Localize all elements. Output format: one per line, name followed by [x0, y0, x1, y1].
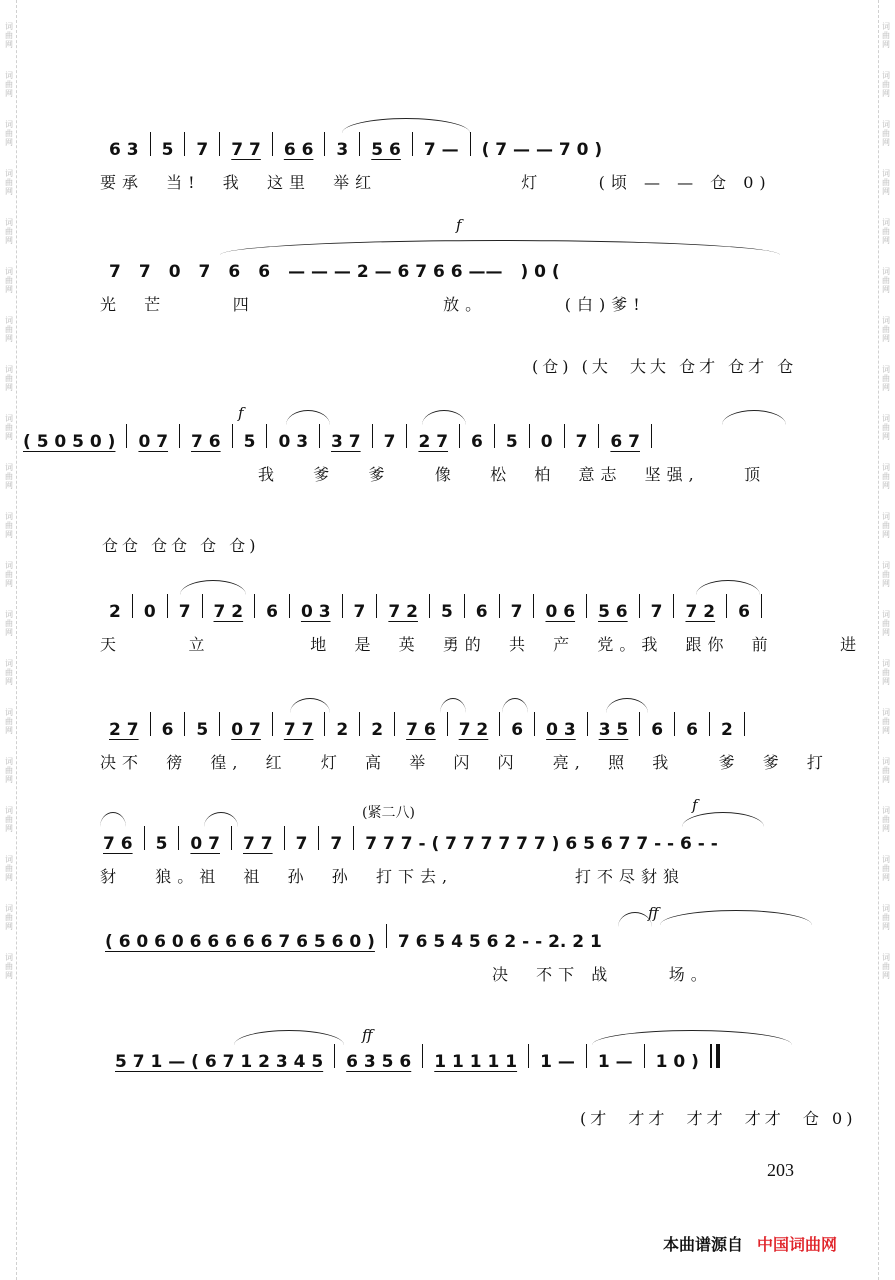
bar-line: [144, 826, 145, 850]
bar-line: [150, 132, 151, 156]
watermark-text: 词曲网: [4, 708, 14, 735]
watermark-text: 词曲网: [881, 267, 891, 294]
note-group: 6: [651, 720, 664, 740]
notation-line: [100, 128, 812, 160]
note-group: 0 3: [278, 432, 309, 452]
bar-line: [464, 594, 465, 618]
note-group: 0 7: [190, 834, 220, 854]
bar-line: [324, 712, 325, 736]
note-group: ( 7 — — 7 0 ): [481, 140, 603, 160]
note-group: ( 5 0 5 0 ): [23, 432, 116, 452]
watermark-text: 词曲网: [4, 267, 14, 294]
note-group: 1 1 1 1 1: [434, 1052, 518, 1072]
note-group: 0 6: [545, 602, 576, 622]
note-group: 6 7: [610, 432, 640, 452]
watermark-text: 词曲网: [881, 218, 891, 245]
bar-line: [150, 712, 151, 736]
watermark-text: 词曲网: [881, 120, 891, 147]
watermark-text: 词曲网: [4, 463, 14, 490]
bar-line: [447, 712, 448, 736]
score-system-5: [100, 708, 829, 776]
note-group: 7 6: [191, 432, 221, 452]
note-group: 3 5: [598, 720, 629, 740]
note-group: 2: [720, 720, 733, 740]
bar-line: [219, 132, 220, 156]
bar-line: [202, 594, 203, 618]
watermark-text: 词曲网: [4, 365, 14, 392]
note-group: 7: [650, 602, 663, 622]
note-group: 0 3: [300, 602, 331, 622]
bar-line: [284, 826, 285, 850]
note-group: 1 —: [597, 1052, 633, 1072]
score-system-2: [100, 216, 812, 318]
bar-line: [289, 594, 290, 618]
note-group: 7: [198, 262, 211, 282]
watermark-text: 词曲网: [4, 22, 14, 49]
note-group: 6: [161, 720, 174, 740]
watermark-text: 词曲网: [4, 610, 14, 637]
bar-line: [319, 424, 320, 448]
bar-line: [587, 712, 588, 736]
watermark-text: 词曲网: [881, 71, 891, 98]
bar-line: [359, 132, 360, 156]
dynamic-marking: f: [692, 796, 698, 814]
bar-line: [272, 132, 273, 156]
watermark-text: 词曲网: [4, 71, 14, 98]
note-group: 7: [196, 140, 209, 160]
bar-line: [422, 1044, 423, 1068]
bar-line: [167, 594, 168, 618]
bar-line: [266, 424, 267, 448]
note-group: 0 7: [138, 432, 169, 452]
percussion-line: (才 才才 才才 才才 仓 0): [580, 1109, 857, 1128]
bar-line: [372, 424, 373, 448]
watermark-text: 词曲网: [4, 120, 14, 147]
watermark-text: 词曲网: [4, 561, 14, 588]
note-group: 5: [196, 720, 209, 740]
bar-line: [564, 424, 565, 448]
bar-line: [651, 424, 652, 448]
dynamic-marking: f: [456, 216, 462, 234]
bar-line: [231, 826, 232, 850]
score-system-7: [100, 904, 812, 988]
note-group: ) 0 (: [520, 262, 560, 282]
watermark-text: 词曲网: [881, 365, 891, 392]
note-group: 7 7 7 - ( 7 7 7 7 7 7 ) 6 5 6 7 7 - - 6 - -: [365, 834, 718, 854]
lyrics-line: 天 立 地 是 英 勇的 共 产 党。我 跟你 前 进: [100, 635, 863, 654]
note-group: ( 6 0 6 0 6 6 6 6 6 7 6 5 6 0 ): [105, 932, 375, 952]
note-group: 6 6: [283, 140, 314, 160]
note-group: 7 6 5 4 5 6 2 - - 2. 2 1: [397, 932, 602, 952]
watermark-text: 词曲网: [881, 316, 891, 343]
note-group: 6 3: [109, 140, 139, 160]
bar-line: [359, 712, 360, 736]
note-group: 7: [138, 262, 151, 282]
note-group: 5 6: [371, 140, 401, 160]
bar-line: [394, 712, 395, 736]
note-group: 0: [143, 602, 156, 622]
note-group: 5: [243, 432, 256, 452]
bar-line: [318, 826, 319, 850]
note-group: 2 7: [418, 432, 449, 452]
bar-line: [132, 594, 133, 618]
bar-line: [673, 594, 674, 618]
note-group: 1 0 ): [655, 1052, 699, 1072]
note-group: 7 7: [231, 140, 261, 160]
bar-line: [376, 594, 377, 618]
note-group: 6: [511, 720, 524, 740]
bar-line: [598, 424, 599, 448]
bar-line: [412, 132, 413, 156]
watermark-text: 词曲网: [4, 953, 14, 980]
score-system-1: [100, 128, 812, 196]
notation-line: [14, 420, 812, 452]
bar-line: [406, 424, 407, 448]
bar-line: [528, 1044, 529, 1068]
source-text: 本曲谱源自: [663, 1235, 744, 1254]
watermark-text: 词曲网: [881, 904, 891, 931]
bar-line: [219, 712, 220, 736]
watermark-text: 词曲网: [881, 610, 891, 637]
note-group: 7 —: [423, 140, 459, 160]
note-group: 6: [471, 432, 483, 452]
note-group: 0 3: [546, 720, 576, 740]
watermark-text: 词曲网: [881, 414, 891, 441]
bar-line: [272, 712, 273, 736]
watermark-text: 词曲网: [881, 708, 891, 735]
watermark-text: 词曲网: [4, 757, 14, 784]
watermark-text: 词曲网: [881, 169, 891, 196]
watermark-text: 词曲网: [4, 316, 14, 343]
watermark-text: 词曲网: [881, 806, 891, 833]
note-group: 0: [168, 262, 181, 282]
score-system-6: [100, 796, 812, 890]
note-group: 5: [505, 432, 518, 452]
note-group: 7: [178, 602, 191, 622]
score-system-4: [100, 590, 863, 658]
note-group: 7 7: [283, 720, 314, 740]
watermark-text: 词曲网: [881, 855, 891, 882]
bar-line: [342, 594, 343, 618]
right-watermark-strip: [878, 0, 893, 1280]
note-group: 2 7: [109, 720, 139, 740]
watermark-text: 词曲网: [881, 953, 891, 980]
lyrics-line: 豺 狼。祖 祖 孙 孙 打下去, 打不尽豺狼: [100, 867, 685, 886]
note-group: 7 7: [243, 834, 273, 854]
note-group: 2: [336, 720, 349, 740]
lyrics-line: 决不 徬 徨, 红 灯 高 举 闪 闪 亮, 照 我 爹 爹 打: [100, 753, 829, 772]
watermark-text: 词曲网: [4, 659, 14, 686]
watermark-text: 词曲网: [881, 757, 891, 784]
tempo-marking: (紧二八): [362, 805, 415, 821]
bar-line: [184, 132, 185, 156]
note-group: 7: [109, 262, 121, 282]
note-group: 6: [266, 602, 278, 622]
bar-line: [334, 1044, 335, 1068]
note-group: 3: [336, 140, 349, 160]
bar-line: [674, 712, 675, 736]
note-group: 7: [510, 602, 523, 622]
lyrics-line: 要承 当! 我 这里 举红 灯 (顷 — — 仓 0): [100, 173, 772, 192]
score-system-3: [23, 404, 812, 488]
bar-line: [586, 594, 587, 618]
watermark-text: 词曲网: [4, 806, 14, 833]
note-group: 6: [228, 262, 241, 282]
watermark-text: 词曲网: [881, 659, 891, 686]
note-group: 7 6: [103, 834, 133, 854]
bar-line: [353, 826, 354, 850]
source-footer: [663, 1232, 837, 1255]
bar-line: [470, 132, 471, 156]
note-group: 6: [475, 602, 488, 622]
note-group: 7 6: [406, 720, 436, 740]
percussion-line: (仓) (大 大大 仓才 仓才 仓: [532, 357, 798, 376]
watermark-text: 词曲网: [881, 22, 891, 49]
bar-line: [254, 594, 255, 618]
note-group: 7 2: [388, 602, 418, 622]
percussion-line: 仓仓 仓仓 仓 仓): [102, 536, 260, 555]
notation-line: [100, 708, 812, 740]
bar-line: [232, 424, 233, 448]
dynamic-marking: f: [238, 404, 244, 422]
lyrics-line: 决 不下 战 场。: [492, 965, 713, 984]
bar-line: [744, 712, 745, 736]
notation-line: [106, 1040, 812, 1072]
note-group: 5: [155, 834, 168, 854]
watermark-text: 词曲网: [881, 512, 891, 539]
bar-line: [126, 424, 127, 448]
bar-line: [529, 424, 530, 448]
note-group: 6: [738, 602, 750, 622]
bar-line: [586, 1044, 587, 1068]
bar-line: [499, 712, 500, 736]
note-group: 6: [686, 720, 698, 740]
note-group: 1 —: [540, 1052, 575, 1072]
bar-line: [324, 132, 325, 156]
bar-line: [644, 1044, 645, 1068]
note-group: 3 7: [331, 432, 361, 452]
watermark-text: 词曲网: [4, 169, 14, 196]
notation-line: [94, 822, 812, 854]
notation-line: [100, 250, 812, 282]
note-group: 5: [161, 140, 174, 160]
dynamic-marking: ff: [362, 1026, 373, 1044]
bar-line: [429, 594, 430, 618]
bar-line: [639, 594, 640, 618]
bar-line: [639, 712, 640, 736]
note-group: 7: [295, 834, 308, 854]
notation-line: [100, 590, 812, 622]
note-group: 7: [353, 602, 366, 622]
note-group: 2: [109, 602, 121, 622]
bar-line: [386, 924, 387, 948]
left-watermark-strip: [2, 0, 17, 1280]
dynamic-marking: ff: [648, 904, 659, 922]
watermark-text: 词曲网: [4, 904, 14, 931]
note-group: 7 2: [458, 720, 489, 740]
notation-line: [96, 920, 812, 952]
note-group: 0: [540, 432, 553, 452]
watermark-text: 词曲网: [4, 512, 14, 539]
bar-line: [709, 712, 710, 736]
final-bar-line: [710, 1044, 716, 1068]
watermark-text: 词曲网: [881, 463, 891, 490]
watermark-text: 词曲网: [4, 414, 14, 441]
watermark-text: 词曲网: [881, 561, 891, 588]
note-group: 5 6: [598, 602, 628, 622]
note-group: 0 7: [231, 720, 261, 740]
bar-line: [761, 594, 762, 618]
note-group: — — — 2 — 6 7 6 6 ——: [288, 262, 503, 282]
bar-line: [726, 594, 727, 618]
note-group: 6 3 5 6: [346, 1052, 412, 1072]
note-group: 7: [383, 432, 396, 452]
bar-line: [179, 424, 180, 448]
bar-line: [499, 594, 500, 618]
note-group: 7 2: [685, 602, 716, 622]
page-number: 203: [767, 1160, 794, 1180]
bar-line: [534, 712, 535, 736]
note-group: 5: [440, 602, 453, 622]
lyrics-line: 我 爹 爹 像 松 柏 意志 坚强, 顶: [258, 465, 767, 484]
note-group: 7: [575, 432, 588, 452]
brand-link[interactable]: 中国词曲网: [757, 1235, 838, 1254]
note-group: 5 7 1 — ( 6 7 1 2 3 4 5: [115, 1052, 324, 1072]
bar-line: [459, 424, 460, 448]
score-system-8: [100, 1026, 857, 1128]
watermark-text: 词曲网: [4, 218, 14, 245]
note-group: 2: [371, 720, 384, 740]
bar-line: [178, 826, 179, 850]
bar-line: [494, 424, 495, 448]
note-group: 6: [258, 262, 271, 282]
bar-line: [184, 712, 185, 736]
bar-line: [533, 594, 534, 618]
watermark-text: 词曲网: [4, 855, 14, 882]
lyrics-line: 光 芒 四 放。 (白)爹!: [100, 295, 646, 314]
note-group: 7 2: [213, 602, 244, 622]
note-group: 7: [330, 834, 343, 854]
